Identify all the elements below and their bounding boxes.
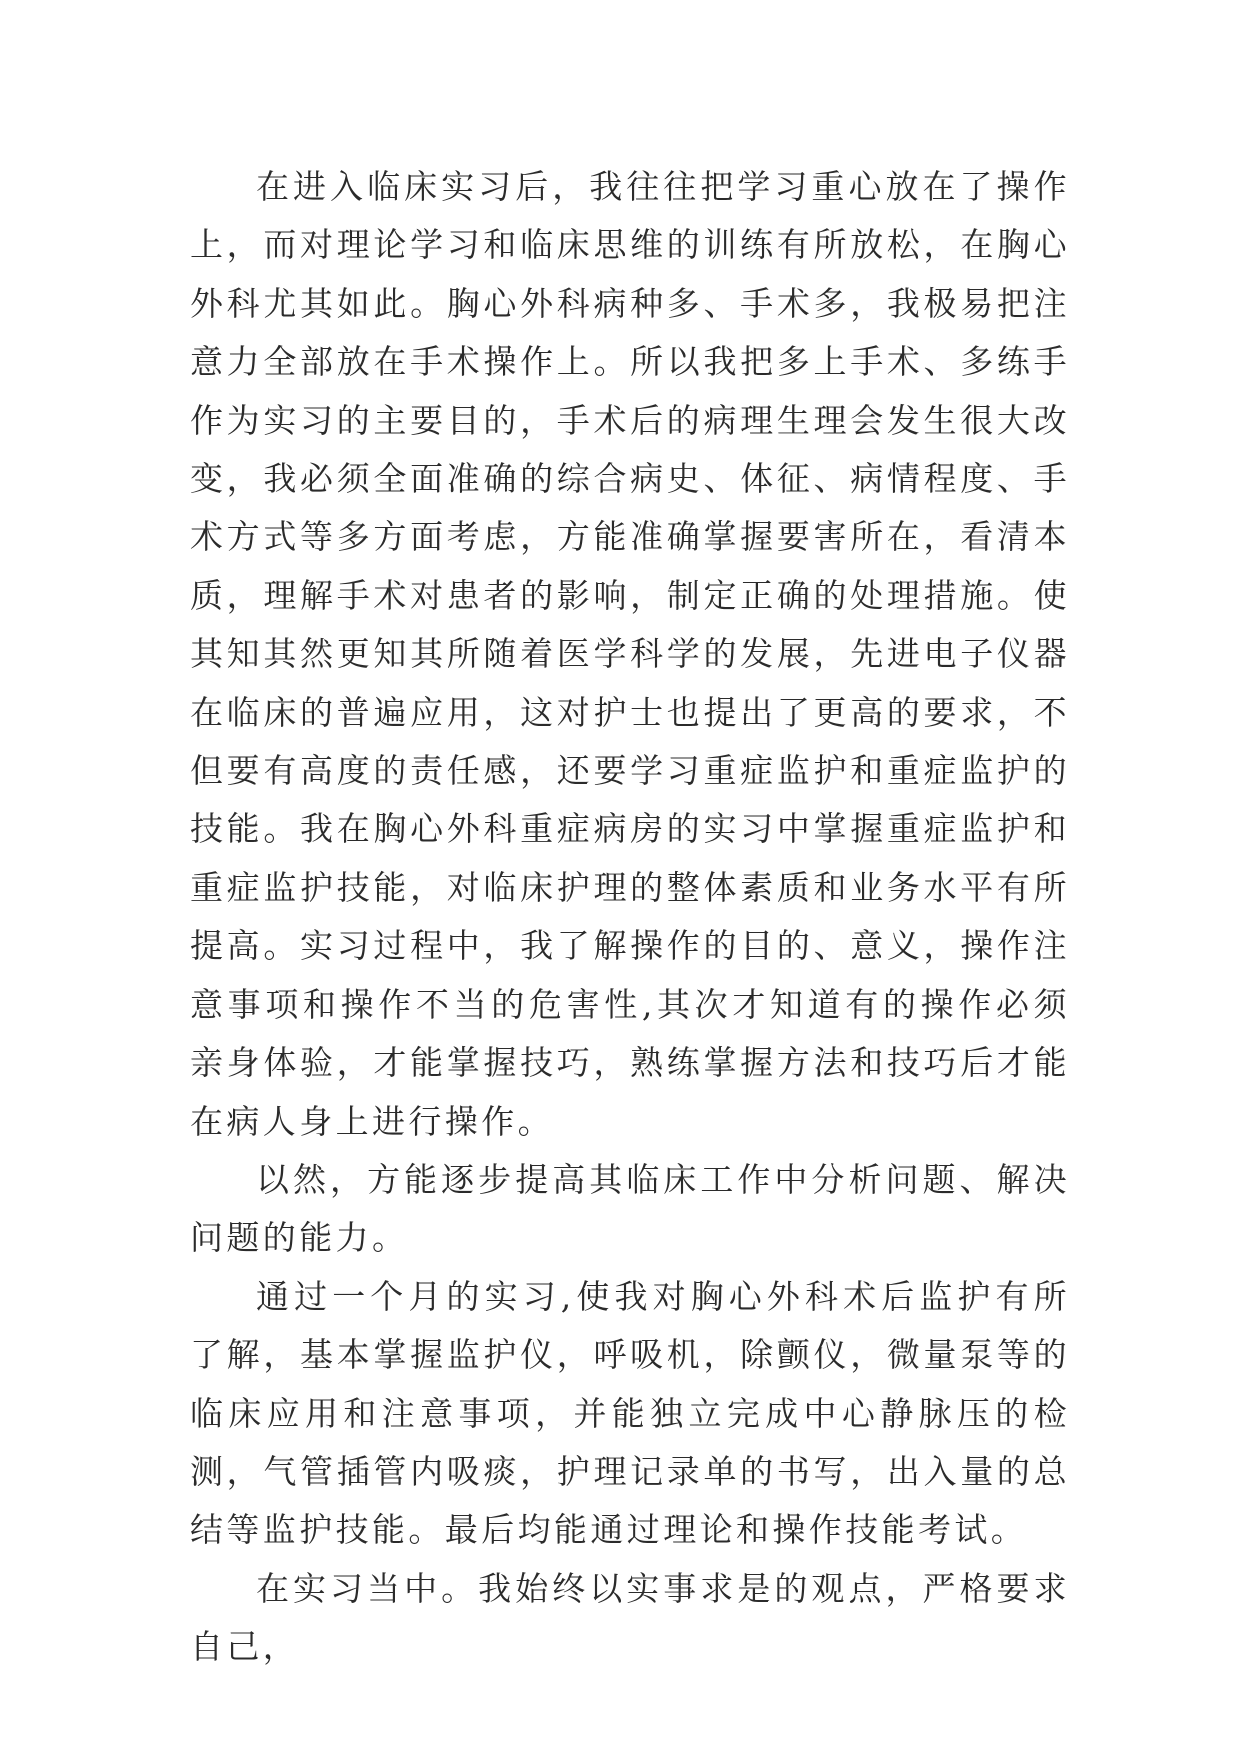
paragraph-3: 通过一个月的实习,使我对胸心外科术后监护有所了解，基本掌握监护仪，呼吸机，除颤仪，微量泵等的临床应用和注意事项，并能独立完成中心静脉压的检测，气管插管内吸痰，护理记录单的书写，出入量的总结等监护技能。最后均能通过理论和操作技能考试。: [190, 1276, 1070, 1550]
paragraph-4: 在实习当中。我始终以实事求是的观点，严格要求自己，: [190, 1568, 1070, 1667]
document-body: [190, 158, 1070, 1677]
paragraph-1: 在进入临床实习后，我往往把学习重心放在了操作上，而对理论学习和临床思维的训练有所放松，在胸心外科尤其如此。胸心外科病种多、手术多，我极易把注意力全部放在手术操作上。所以我把多上手术、多练手作为实习的主要目的，手术后的病理生理会发生很大改变，我必须全面准确的综合病史、体征、病情程度、手术方式等多方面考虑，方能准确掌握要害所在，看清本质，理解手术对患者的影响，制定正确的处理措施。使其知其然更知其所随着医学科学的发展，先进电子仪器在临床的普遍应用，这对护士也提出了更高的要求，不但要有高度的责任感，还要学习重症监护和重症监护的技能。我在胸心外科重症病房的实习中掌握重症监护和重症监护技能，对临床护理的整体素质和业务水平有所提高。实习过程中，我了解操作的目的、意义，操作注意事项和操作不当的危害性,其次才知道有的操作必须亲身体验，才能掌握技巧，熟练掌握方法和技巧后才能在病人身上进行操作。: [190, 167, 1070, 1141]
paragraph-2: 以然，方能逐步提高其临床工作中分析问题、解决问题的能力。: [190, 1159, 1070, 1258]
